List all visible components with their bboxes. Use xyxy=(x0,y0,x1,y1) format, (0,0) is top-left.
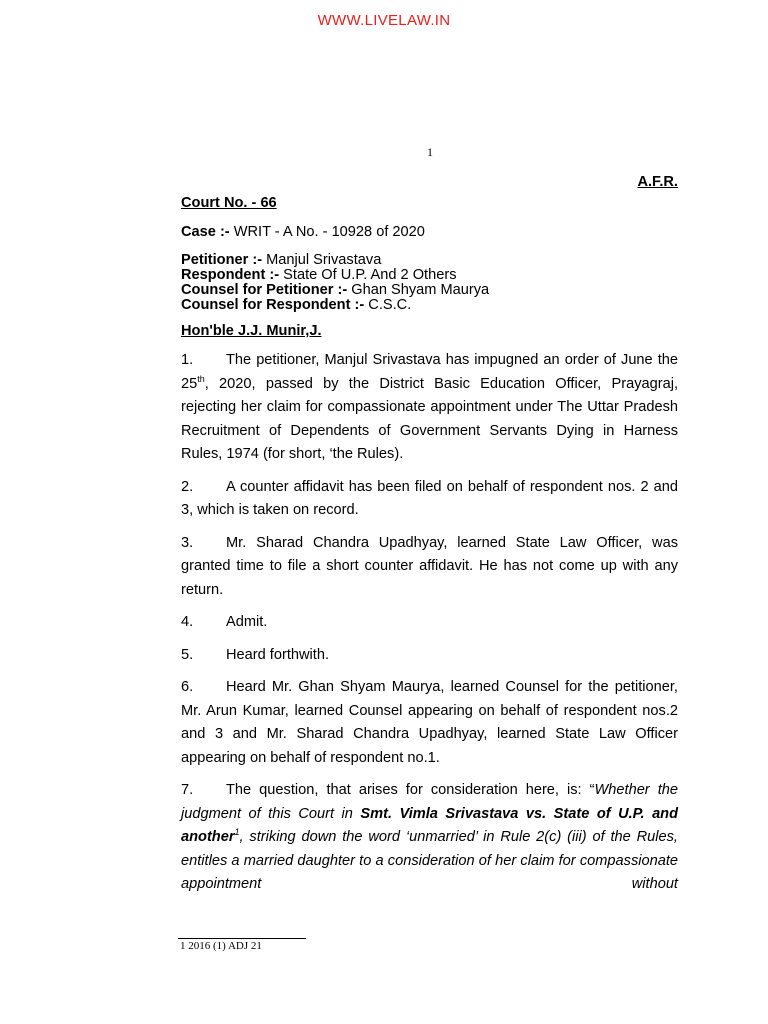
petitioner-label: Petitioner :- xyxy=(181,252,263,268)
footnote-reference: 1 xyxy=(234,827,240,838)
case-label: Case :- xyxy=(181,224,230,240)
afr-label: A.F.R. xyxy=(637,174,678,190)
paragraph-number: 5. xyxy=(181,646,194,663)
watermark: WWW.LIVELAW.IN xyxy=(317,12,451,29)
paragraph-number: 3. xyxy=(181,534,194,551)
counsel-petitioner-value: Ghan Shyam Maurya xyxy=(347,282,490,298)
counsel-respondent-label: Counsel for Respondent :- xyxy=(181,297,365,313)
footnote-divider xyxy=(178,938,306,939)
respondent-row xyxy=(181,268,678,283)
parties-block xyxy=(181,253,678,313)
petitioner-value: Manjul Srivastava xyxy=(262,252,382,268)
paragraph-text: Admit. xyxy=(226,614,268,630)
paragraph-text: The question, that arises for consideration here, is: “ xyxy=(226,782,595,798)
respondent-label: Respondent :- xyxy=(181,267,280,283)
paragraph-number: 2. xyxy=(181,478,194,495)
paragraph-number: 4. xyxy=(181,614,194,630)
court-number: Court No. - 66 xyxy=(181,195,277,211)
document-body xyxy=(181,174,678,897)
case-value: WRIT - A No. - 10928 of 2020 xyxy=(229,224,425,240)
respondent-value: State Of U.P. And 2 Others xyxy=(279,267,457,283)
paragraph-text-italic: Whether the judgment of this Court in xyxy=(181,782,678,822)
paragraph-4 xyxy=(181,611,678,635)
paragraph-7 xyxy=(181,779,678,897)
judge-name: Hon'ble J.J. Munir,J. xyxy=(181,323,322,339)
paragraph-text: , 2020, passed by the District Basic Education Officer, Prayagraj, rejecting her claim for compassionate appointment under The Uttar Pradesh Recruitment of Dependents of Government Servants Dying in Harness Rules, 1974 (for short, ‘the Rules). xyxy=(181,375,678,462)
paragraph-number: 1. xyxy=(181,352,194,368)
counsel-respondent-value: C.S.C. xyxy=(364,297,412,313)
case-line xyxy=(181,224,678,241)
paragraph-3 xyxy=(181,532,678,603)
paragraph-text: The petitioner, Manjul Srivastava has impugned an order of June the 25 xyxy=(181,352,678,392)
paragraph-text: Mr. Sharad Chandra Upadhyay, learned State Law Officer, was granted time to file a short counter affidavit. He has not come up with any return. xyxy=(181,534,678,598)
paragraph-5 xyxy=(181,644,678,668)
counsel-respondent-row xyxy=(181,298,678,313)
counsel-petitioner-row xyxy=(181,283,678,298)
paragraph-text-italic: , striking down the word ‘unmarried’ in Rule 2(c) (iii) of the Rules, entitles a married daughter to a consideration of her claim for compassionate appointment without xyxy=(181,829,678,892)
petitioner-row xyxy=(181,253,678,268)
paragraph-1 xyxy=(181,349,678,467)
paragraph-number: 6. xyxy=(181,679,194,695)
paragraph-number: 7. xyxy=(181,782,194,798)
counsel-petitioner-label: Counsel for Petitioner :- xyxy=(181,282,348,298)
paragraph-text: Heard forthwith. xyxy=(226,646,330,663)
case-citation: Smt. Vimla Srivastava vs. State of U.P. and another xyxy=(181,805,679,845)
paragraph-6 xyxy=(181,676,678,770)
paragraph-text: Heard Mr. Ghan Shyam Maurya, learned Counsel for the petitioner, Mr. Arun Kumar, learned Counsel appearing on behalf of respondent nos.2 and 3 and Mr. Sharad Chandra Upadhyay, learned State Law Officer appearing on behalf of respondent no.1. xyxy=(181,679,678,766)
superscript: th xyxy=(197,373,205,384)
footnote: 1 2016 (1) ADJ 21 xyxy=(180,940,262,952)
paragraph-2 xyxy=(181,476,678,523)
page-number: 1 xyxy=(427,145,433,159)
paragraph-text: A counter affidavit has been filed on behalf of respondent nos. 2 and 3, which is taken on record. xyxy=(181,478,678,518)
